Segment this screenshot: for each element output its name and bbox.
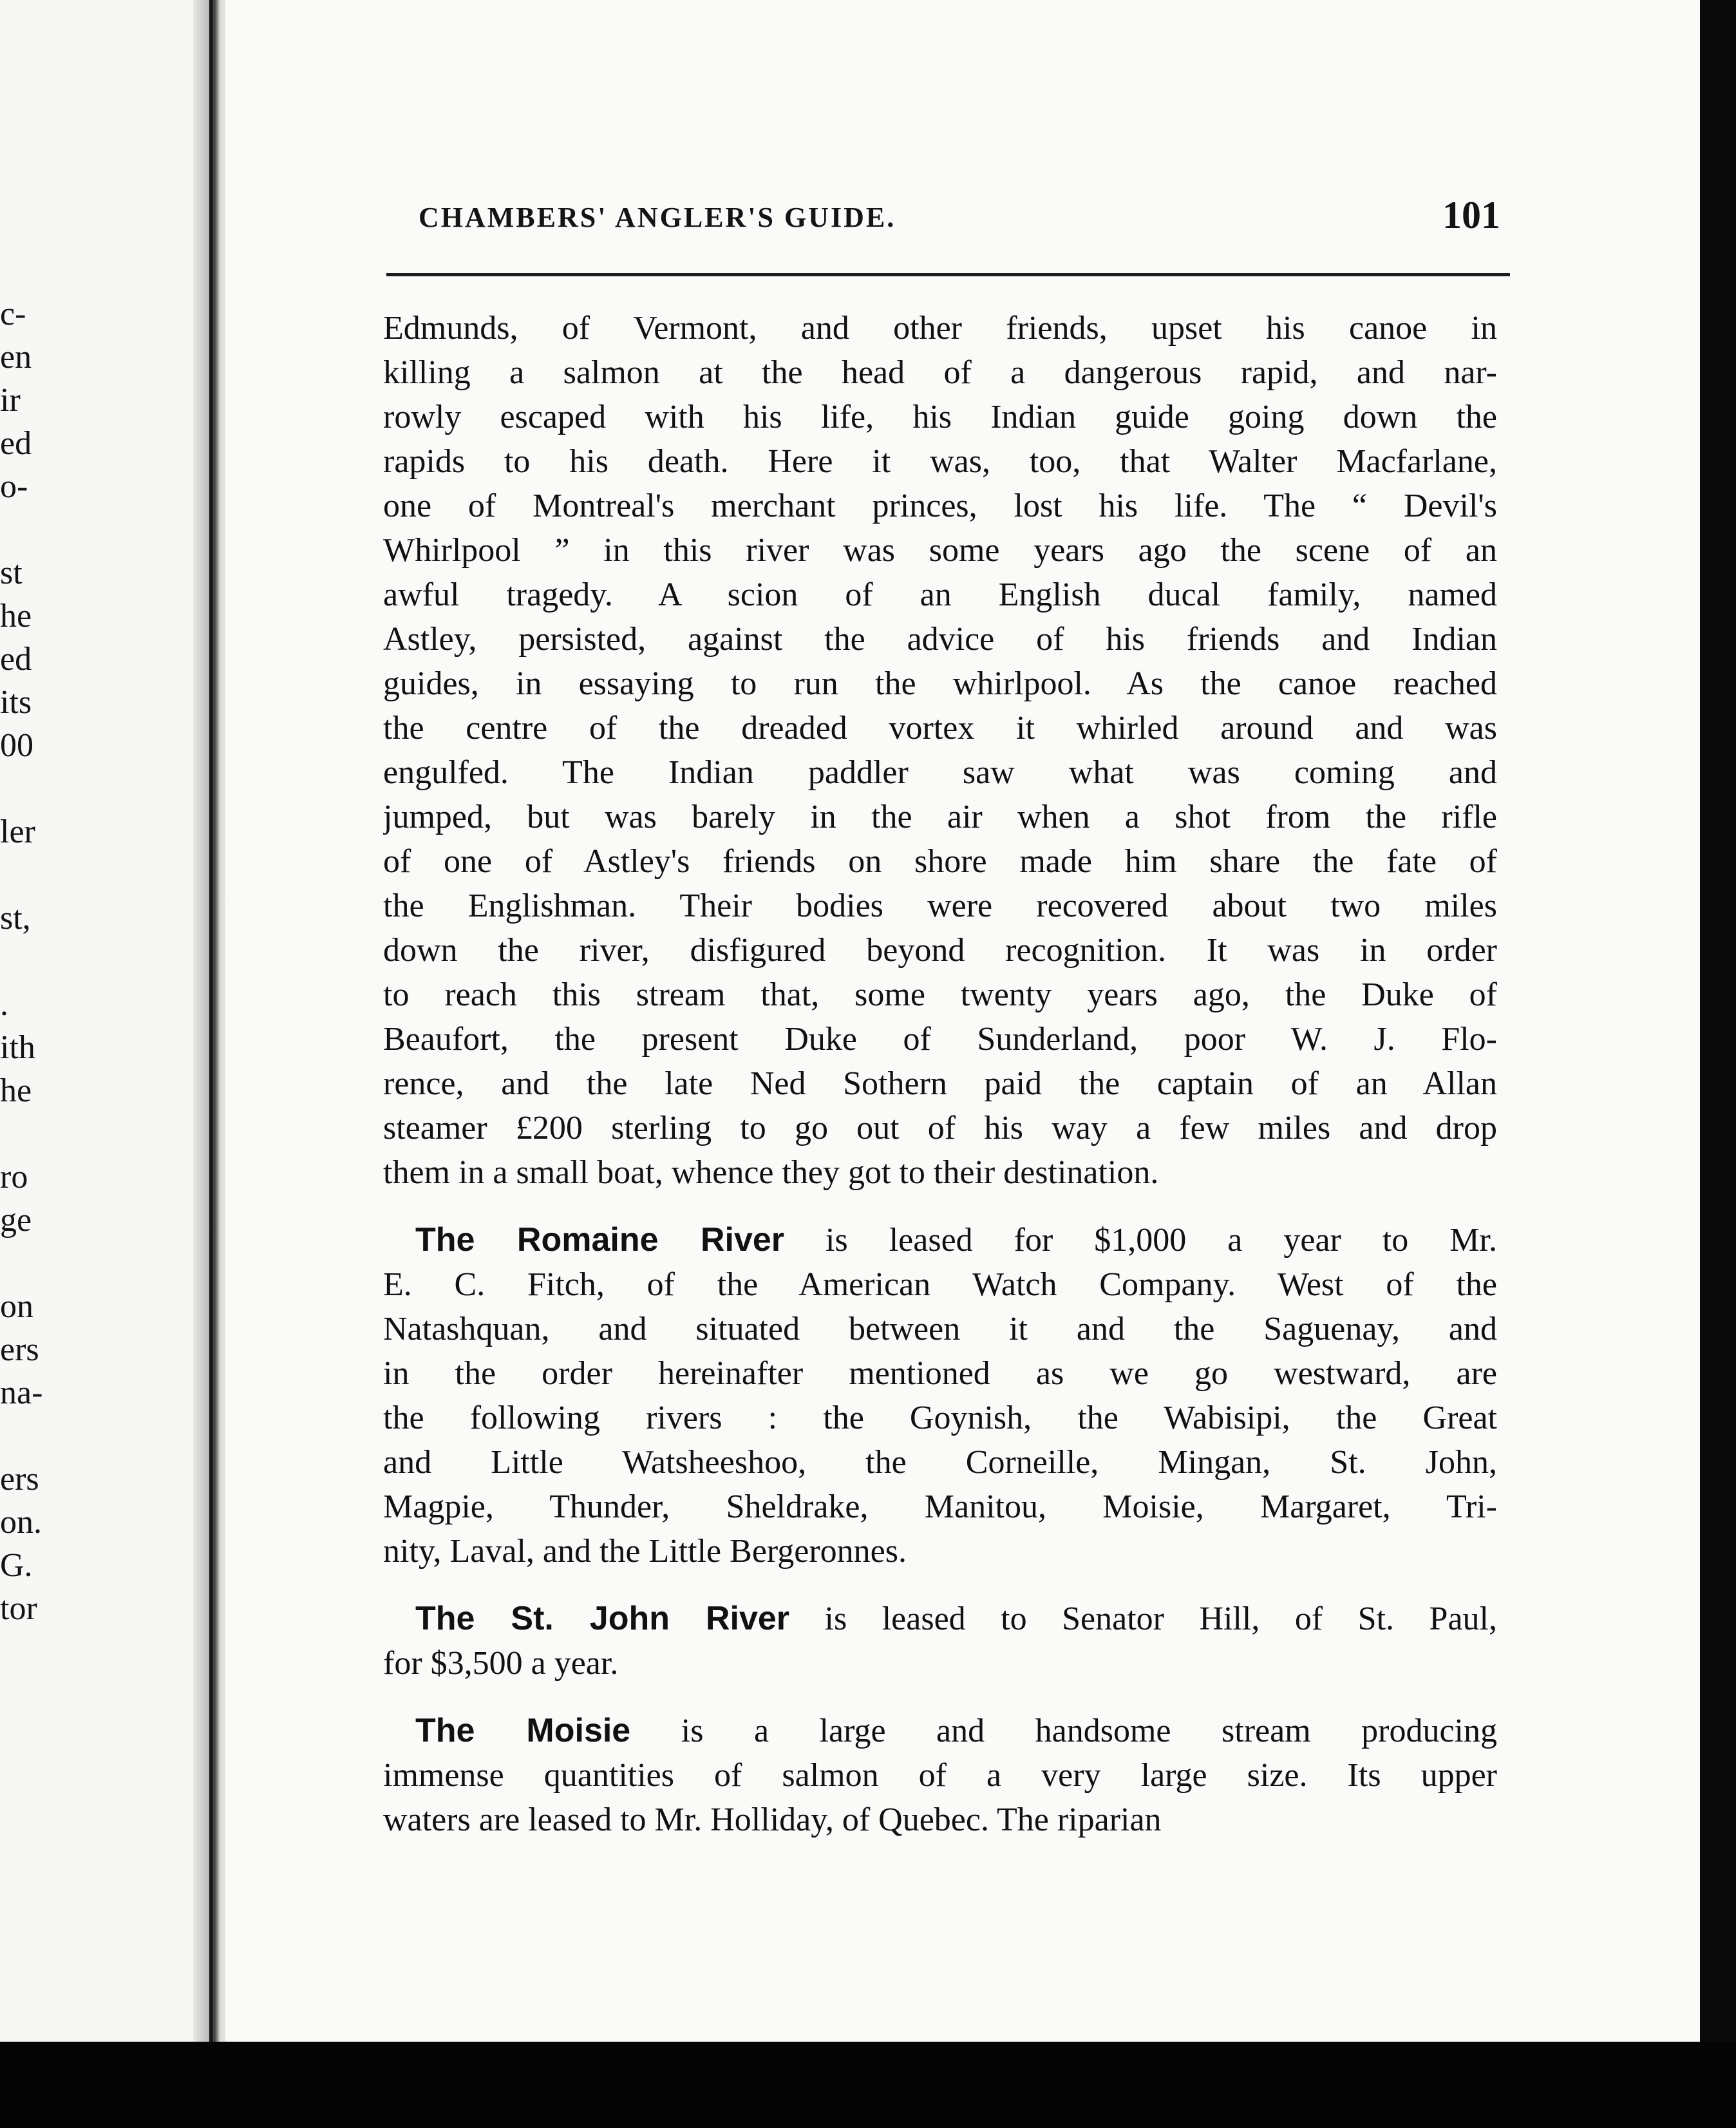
line-text: nity, Laval, and the Little Bergeronnes. [383, 1533, 907, 1570]
text-line [383, 1307, 1497, 1351]
text-line [383, 1529, 1497, 1573]
left-page-fragment: ers [0, 1331, 39, 1368]
line-text: Natashquan, and situated between it and the Saguenay, and [383, 1311, 1497, 1347]
line-text: of one of Astley's friends on shore made him share the fate of [383, 843, 1497, 880]
line-text: rowly escaped with his life, his Indian guide going down the [383, 399, 1497, 435]
line-text: Edmunds, of Vermont, and other friends, upset his canoe in [383, 310, 1497, 347]
header-rule [386, 273, 1510, 276]
section-heading: The St. John River [415, 1600, 790, 1637]
previous-page-edge [0, 0, 216, 2042]
text-line [383, 973, 1497, 1017]
text-line [383, 573, 1497, 617]
line-text: the centre of the dreaded vortex it whirled around and was [383, 710, 1497, 746]
line-text: in the order hereinafter mentioned as we go westward, are [383, 1355, 1497, 1392]
text-line [383, 484, 1497, 528]
left-page-fragment: st, [0, 900, 31, 936]
text-line [383, 1641, 1497, 1686]
gutter-shadow-line [209, 0, 213, 2042]
line-text: rapids to his death. Here it was, too, that Walter Macfarlane, [383, 443, 1497, 480]
left-page-fragment: . [0, 986, 8, 1023]
left-page-fragment: on. [0, 1504, 42, 1541]
line-text: engulfed. The Indian paddler saw what was coming and [383, 754, 1497, 791]
line-text: for $3,500 a year. [383, 1645, 619, 1682]
body-text [383, 306, 1497, 1842]
section-heading: The Romaine River [415, 1221, 785, 1259]
text-line [383, 1150, 1497, 1195]
running-head: CHAMBERS' ANGLER'S GUIDE. [419, 202, 896, 233]
text-line [383, 750, 1497, 795]
text-line [383, 884, 1497, 928]
scan-margin-right [1700, 0, 1736, 2042]
left-page-fragment: he [0, 598, 32, 634]
left-page-fragment: o- [0, 468, 28, 505]
text-line [383, 1017, 1497, 1061]
line-text: them in a small boat, whence they got to their destination. [383, 1154, 1159, 1191]
text-line [383, 928, 1497, 973]
left-page-fragment: on [0, 1288, 33, 1325]
line-text: rence, and the late Ned Sothern paid the captain of an Allan [383, 1065, 1497, 1102]
paragraph-gap [383, 1686, 1497, 1709]
left-page-fragment: he [0, 1072, 32, 1109]
left-page-fragment: ed [0, 425, 32, 462]
text-line [383, 1106, 1497, 1150]
paragraph-gap [383, 1573, 1497, 1597]
section-heading: The Moisie [415, 1712, 631, 1749]
left-page-fragment: ers [0, 1461, 39, 1497]
page-header [419, 193, 1500, 245]
text-line [383, 1753, 1497, 1798]
left-page-fragment: 00 [0, 727, 33, 764]
text-line [383, 1351, 1497, 1396]
left-page-fragment: ir [0, 382, 21, 419]
left-page-fragment: st [0, 555, 23, 591]
line-text: Magpie, Thunder, Sheldrake, Manitou, Moisie, Margaret, Tri- [383, 1488, 1497, 1525]
left-page-fragment: c- [0, 296, 26, 332]
page-number: 101 [1442, 194, 1500, 236]
line-text: jumped, but was barely in the air when a shot from the rifle [383, 799, 1497, 835]
line-text: the following rivers : the Goynish, the Wabisipi, the Great [383, 1400, 1497, 1436]
line-text: is a large and handsome stream producing [630, 1713, 1497, 1749]
text-line [383, 1597, 1497, 1641]
line-text: one of Montreal's merchant princes, lost his life. The “ Devil's [383, 488, 1497, 524]
text-line [383, 706, 1497, 750]
line-text: Astley, persisted, against the advice of his friends and Indian [383, 621, 1497, 658]
left-page-fragment: en [0, 339, 32, 375]
line-text: steamer £200 sterling to go out of his way a few miles and drop [383, 1110, 1497, 1146]
line-text: down the river, disfigured beyond recognition. It was in order [383, 932, 1497, 969]
text-line [383, 1396, 1497, 1440]
text-line [383, 395, 1497, 439]
left-page-fragment: ith [0, 1029, 35, 1066]
text-line [383, 795, 1497, 839]
text-line [383, 1709, 1497, 1753]
left-page-fragment: ge [0, 1202, 32, 1239]
scan-margin-bottom [0, 2042, 1736, 2128]
text-line [383, 661, 1497, 706]
text-line [383, 439, 1497, 484]
line-text: Whirlpool ” in this river was some years ago the scene of an [383, 532, 1497, 569]
text-line [383, 1798, 1497, 1842]
text-line [383, 350, 1497, 395]
line-text: to reach this stream that, some twenty years ago, the Duke of [383, 976, 1497, 1013]
text-line [383, 1218, 1497, 1262]
text-line [383, 1485, 1497, 1529]
line-text: Beaufort, the present Duke of Sunderland, poor W. J. Flo- [383, 1021, 1497, 1058]
left-page-fragment: G. [0, 1547, 33, 1584]
text-line [383, 1262, 1497, 1307]
text-line [383, 1061, 1497, 1106]
text-line [383, 617, 1497, 661]
line-text: killing a salmon at the head of a dangerous rapid, and nar- [383, 354, 1497, 391]
line-text: waters are leased to Mr. Holliday, of Quebec. The riparian [383, 1801, 1162, 1838]
line-text: guides, in essaying to run the whirlpool. As the canoe reached [383, 665, 1497, 702]
left-page-fragment: ler [0, 813, 35, 850]
line-text: awful tragedy. A scion of an English ducal family, named [383, 576, 1497, 613]
left-page-fragment: ed [0, 641, 32, 678]
text-line [383, 528, 1497, 573]
line-text: the Englishman. Their bodies were recovered about two miles [383, 888, 1497, 924]
left-page-fragment: tor [0, 1590, 37, 1627]
text-line [383, 306, 1497, 350]
text-line [383, 839, 1497, 884]
left-page-fragment: na- [0, 1374, 43, 1411]
line-text: E. C. Fitch, of the American Watch Company. West of the [383, 1266, 1497, 1303]
line-text: immense quantities of salmon of a very large size. Its upper [383, 1757, 1497, 1794]
left-page-fragment: its [0, 684, 32, 721]
text-line [383, 1440, 1497, 1485]
paragraph-gap [383, 1195, 1497, 1218]
line-text: is leased for $1,000 a year to Mr. [784, 1222, 1497, 1259]
left-page-fragment: ro [0, 1159, 28, 1195]
line-text: and Little Watsheeshoo, the Corneille, Mingan, St. John, [383, 1444, 1497, 1481]
line-text: is leased to Senator Hill, of St. Paul, [789, 1601, 1497, 1637]
